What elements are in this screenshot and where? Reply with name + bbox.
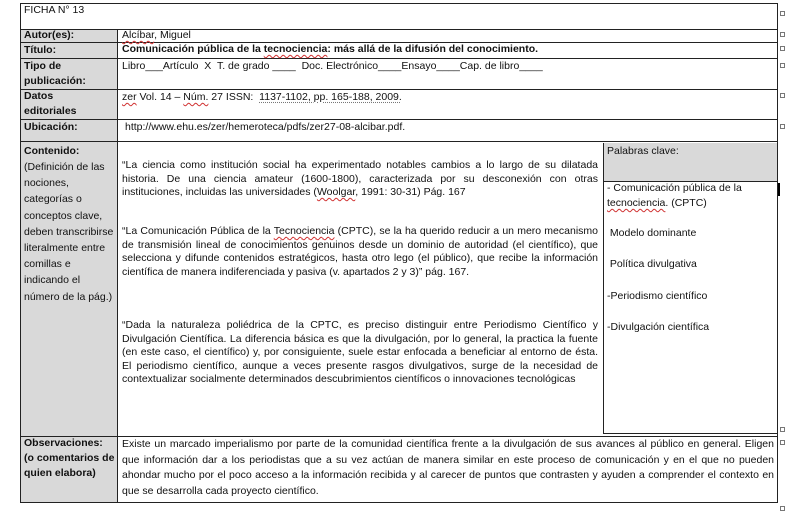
titulo-pre: Comunicación pública de la bbox=[122, 43, 264, 55]
keyword-1-word: tecnociencia bbox=[607, 197, 666, 209]
grid-line bbox=[20, 89, 778, 90]
label-contenido: Contenido: bbox=[24, 145, 80, 157]
p2-text: “La Comunicación Pública de la bbox=[122, 225, 274, 237]
datos-issn: 1137-1102, pp. 165-188, 2009. bbox=[259, 91, 402, 103]
label-titulo: Título: bbox=[24, 44, 57, 56]
datos-tail: 27 ISSN: bbox=[208, 91, 260, 103]
cell-marker bbox=[780, 506, 785, 511]
p1-tail: , 1991: 30-31) Pág. 167 bbox=[355, 186, 466, 198]
cell-marker bbox=[780, 93, 785, 98]
ficha-number: FICHA N° 13 bbox=[24, 4, 85, 16]
p2-word: Tecnociencia bbox=[273, 225, 335, 237]
titulo-post: : más allá de la difusión del conocimiento. bbox=[327, 43, 539, 55]
cell-marker bbox=[780, 427, 785, 432]
titulo-word: tecnociencia bbox=[263, 43, 328, 55]
label-observaciones: Observaciones: bbox=[24, 437, 103, 449]
label-datos: Datos editoriales bbox=[24, 90, 77, 117]
grid-line bbox=[20, 3, 778, 4]
keyword-1-text: - Comunicación pública de la bbox=[607, 182, 742, 194]
datos-value bbox=[122, 91, 402, 105]
observaciones-value: Existe un marcado imperialismo por parte de la comunidad científica frente a la divulgación de sus avances al público en general. Eligen que información dar a los periodistas que a su vez actúan de manera similar en este proceso de comunicación y en el que no pueden ahondar mucho por el poco acceso a la información recibida y al carecer de puntos que contrasten y ayuden a comprender el contexto en que se desarrolla cada proyecto científico. bbox=[122, 438, 774, 497]
grid-line bbox=[20, 58, 778, 59]
label-contenido-block bbox=[24, 144, 114, 305]
keyword-1-tail: . (CPTC) bbox=[665, 197, 707, 209]
label-contenido-desc: (Definición de las nociones, categorías o conceptos clave, deben transcribirse literalmente entre comillas e indicando el número de la pág.) bbox=[24, 161, 114, 303]
cell-marker bbox=[780, 11, 785, 16]
grid-line bbox=[603, 143, 604, 434]
grid-line bbox=[20, 141, 778, 142]
label-observaciones-desc: (o comentarios de quien elabora) bbox=[24, 452, 115, 479]
cell-marker bbox=[780, 32, 785, 37]
label-autor: Autor(es): bbox=[24, 29, 75, 41]
p1-text: “La ciencia como institución social ha experimentado notables cambios a lo largo de su dilatada historia. De una ciencia amateur (1600-1800), caracterizada por su desconexión con otras instituciones, incluidas las universidades ( bbox=[122, 159, 598, 198]
grid-line bbox=[20, 3, 21, 503]
cell-marker bbox=[780, 124, 785, 129]
grid-line bbox=[117, 29, 118, 503]
label-tipo: Tipo de publicación: bbox=[24, 60, 86, 87]
cell-marker bbox=[780, 46, 785, 51]
grid-line bbox=[603, 433, 777, 434]
p1-author: Woolgar bbox=[316, 186, 356, 198]
label-observaciones-block bbox=[24, 436, 116, 481]
palabras-clave-header: Palabras clave: bbox=[607, 145, 679, 157]
grid-line bbox=[20, 502, 778, 503]
keyword-2: Modelo dominante bbox=[607, 227, 697, 239]
keyword-4: -Periodismo científico bbox=[607, 290, 708, 302]
cell-marker bbox=[780, 440, 785, 445]
tipo-value: Libro___Artículo X T. de grado ____ Doc. Electrónico____Ensayo____Cap. de libro____ bbox=[122, 60, 543, 72]
keyword-1 bbox=[607, 181, 775, 211]
datos-num: Núm. bbox=[183, 91, 209, 103]
contenido-paragraph-2 bbox=[122, 225, 598, 279]
contenido-paragraph-3: “Dada la naturaleza poliédrica de la CPTC, es preciso distinguir entre Periodismo Científico y Divulgación Científica. La diferencia básica es que la divulgación, por lo general, la practica la fuente (en este caso, el científico) y, por consiguiente, suele estar enfocada a beneficiar al entorno de ésta. El periodismo científico, aunque a veces presente rasgos divulgativos, surge de la necesidad de contextualizar socialmente determinados descubrimientos científicos o innovaciones tecnológicas bbox=[122, 319, 598, 385]
titulo-value bbox=[122, 43, 538, 57]
keyword-5: -Divulgación científica bbox=[607, 321, 710, 333]
contenido-paragraph-1 bbox=[122, 159, 598, 200]
label-ubicacion: Ubicación: bbox=[24, 121, 78, 133]
datos-zer: zer bbox=[122, 91, 137, 103]
autor-value bbox=[122, 29, 191, 43]
datos-rest: Vol. 14 – bbox=[136, 91, 184, 103]
grid-line bbox=[20, 119, 778, 120]
text-cursor bbox=[778, 183, 780, 196]
p2-tail: (CPTC), se la ha querido reducir a un mero mecanismo de transmisión lineal de conocimientos genuinos desde un dominio de autoridad (el científico), que selecciona y difunde contenidos estratégicos, hasta otro lego (el público), que recibe la información científica de manera indiferenciada y pasiva (v. apartados 2 y 3)” pág. 167. bbox=[122, 225, 598, 278]
keyword-3: Política divulgativa bbox=[607, 258, 697, 270]
autor-firstname: , Miguel bbox=[154, 29, 191, 41]
cell-marker bbox=[780, 63, 785, 68]
grid-line bbox=[777, 181, 778, 434]
ubicacion-url[interactable]: http://www.ehu.es/zer/hemeroteca/pdfs/zer27-08-alcibar.pdf. bbox=[125, 121, 406, 133]
autor-surname: Alcíbar bbox=[122, 29, 155, 41]
